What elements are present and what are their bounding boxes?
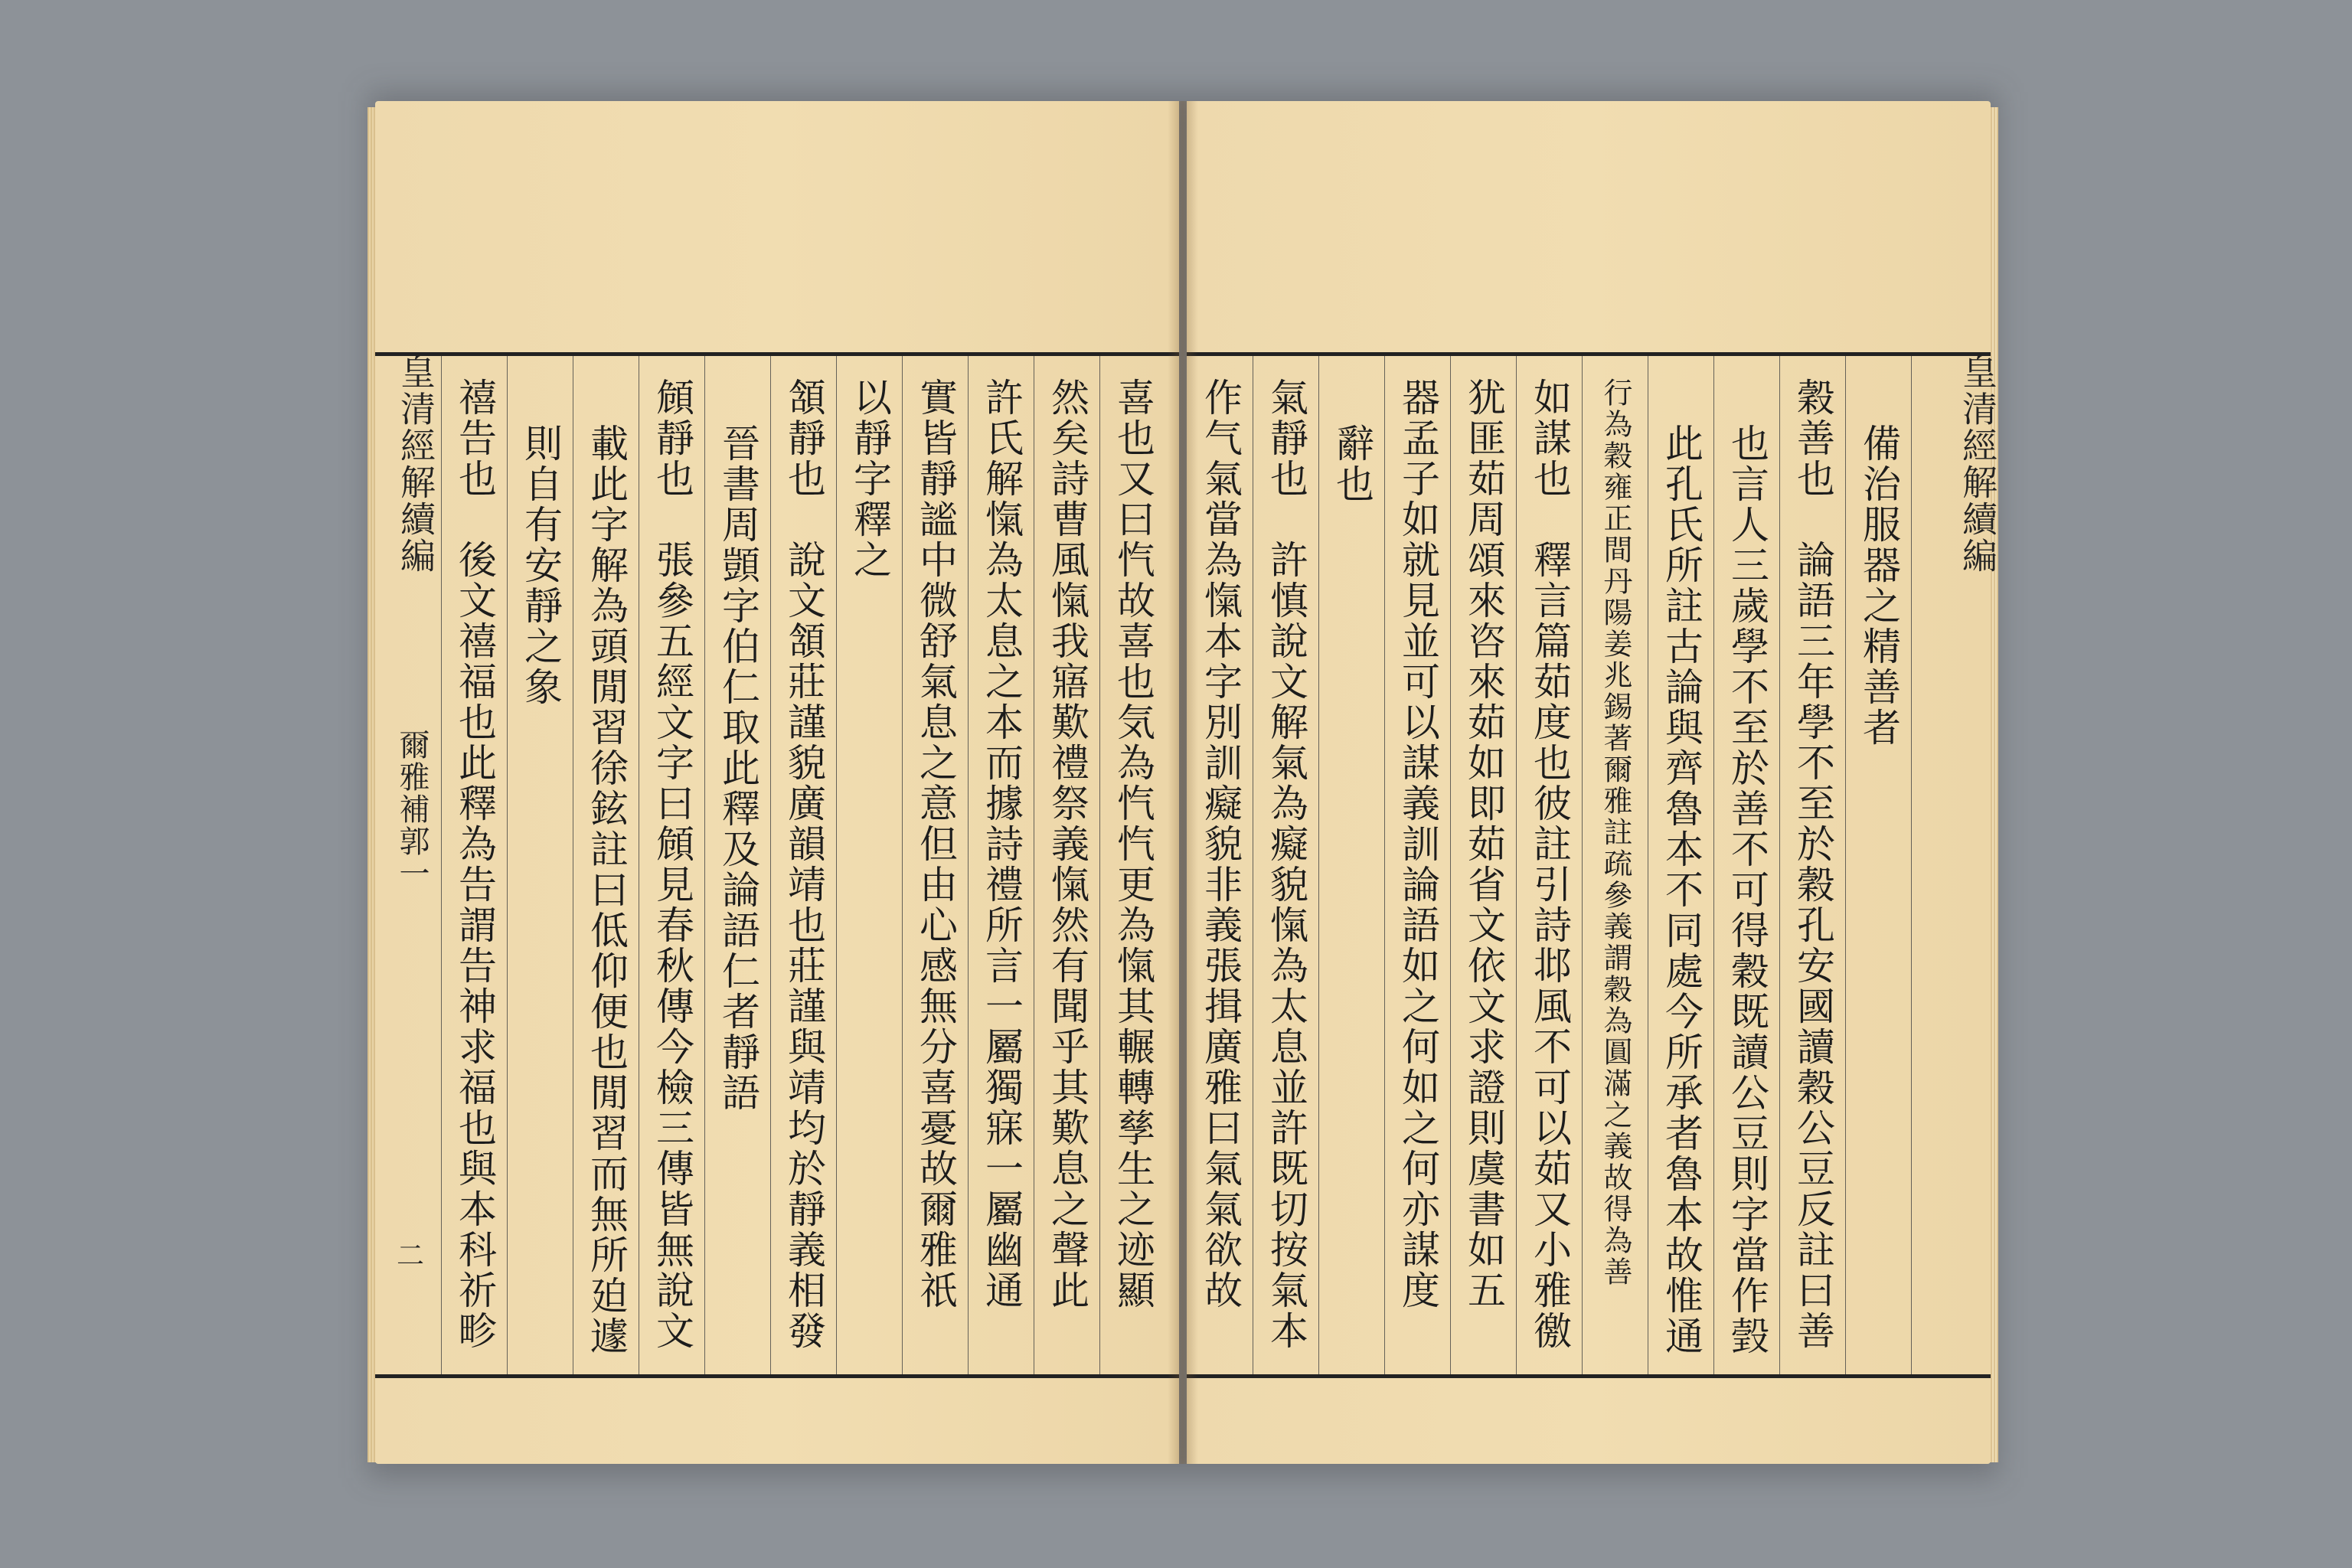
text-column: 作气氣當為愾本字別訓癡貌非義張揖廣雅曰氣氣欲故: [1198, 377, 1243, 1311]
page-number: 二: [397, 1240, 425, 1272]
book-gutter: [1168, 101, 1198, 1464]
text-column: 然矣詩曹風愾我寤歎禮祭義愾然有聞乎其歎息之聲此: [1045, 377, 1089, 1311]
right-margin-title: 皇清經解續編: [1957, 354, 1998, 574]
text-column: 頠靜也 張參五經文字曰頠見春秋傳今檢三傳皆無說文: [650, 377, 694, 1351]
text-column: 氣靜也 許慎說文解氣為癡貌愾為太息並許既切按氣本: [1264, 377, 1308, 1351]
left-margin-subtitle: 爾雅補郭一: [394, 729, 430, 890]
text-column: 晉書周顗字伯仁取此釋及論語仁者靜語: [716, 423, 760, 1113]
text-column: 以靜字釋之: [848, 377, 892, 580]
text-column: 備治服器之精善者: [1857, 423, 1901, 748]
left-margin-title: 皇清經解續編: [395, 354, 436, 574]
text-column: 禧告也 後文禧福也此釋為告謂告神求福也與本科祈畛: [452, 377, 497, 1351]
text-column: 載此字解為頭閒習徐鉉註曰低仰便也閒習而無所廹遽: [584, 423, 629, 1357]
left-text-block: [375, 352, 1179, 1378]
text-column: 行為穀雍正間丹陽姜兆錫著爾雅註疏參義謂穀為圓滿之義故得為善: [1599, 377, 1632, 1288]
left-page: [375, 101, 1179, 1464]
text-column: 頷靜也 說文頷莊謹貌廣韻靖也莊謹與靖均於靜義相發: [782, 377, 826, 1351]
open-book: [368, 92, 1998, 1470]
text-column: 則自有安靜之象: [518, 423, 563, 707]
text-column: 也言人三歲學不至於善不可得穀既讀公豆則字當作瑴: [1725, 423, 1769, 1357]
right-page: [1187, 101, 1998, 1464]
text-column: 許氏解愾為太息之本而據詩禮所言一屬獨寐一屬幽通: [979, 377, 1024, 1311]
text-column: 辭也: [1330, 423, 1374, 505]
text-column: 喜也又曰忾故喜也気為忾忾更為愾其輾轉孳生之迹顯: [1111, 377, 1155, 1311]
text-column: 如謀也 釋言篇茹度也彼註引詩邶風不可以茹又小雅徼: [1527, 377, 1572, 1351]
text-column: 器孟子如就見並可以謀義訓論語如之何如之何亦謀度: [1396, 377, 1440, 1311]
text-column: 穀善也 論語三年學不至於穀孔安國讀穀公豆反註曰善: [1791, 377, 1835, 1351]
right-text-block: [1187, 352, 1991, 1378]
text-column: 此孔氏所註古論與齊魯本不同處今所承者魯本故惟通: [1659, 423, 1704, 1357]
text-column: 犹匪茹周頌來咨來茹如即茹省文依文求證則虞書如五: [1462, 377, 1506, 1311]
text-column: 實皆靜謐中微舒氣息之意但由心感無分喜憂故爾雅祇: [913, 377, 958, 1311]
